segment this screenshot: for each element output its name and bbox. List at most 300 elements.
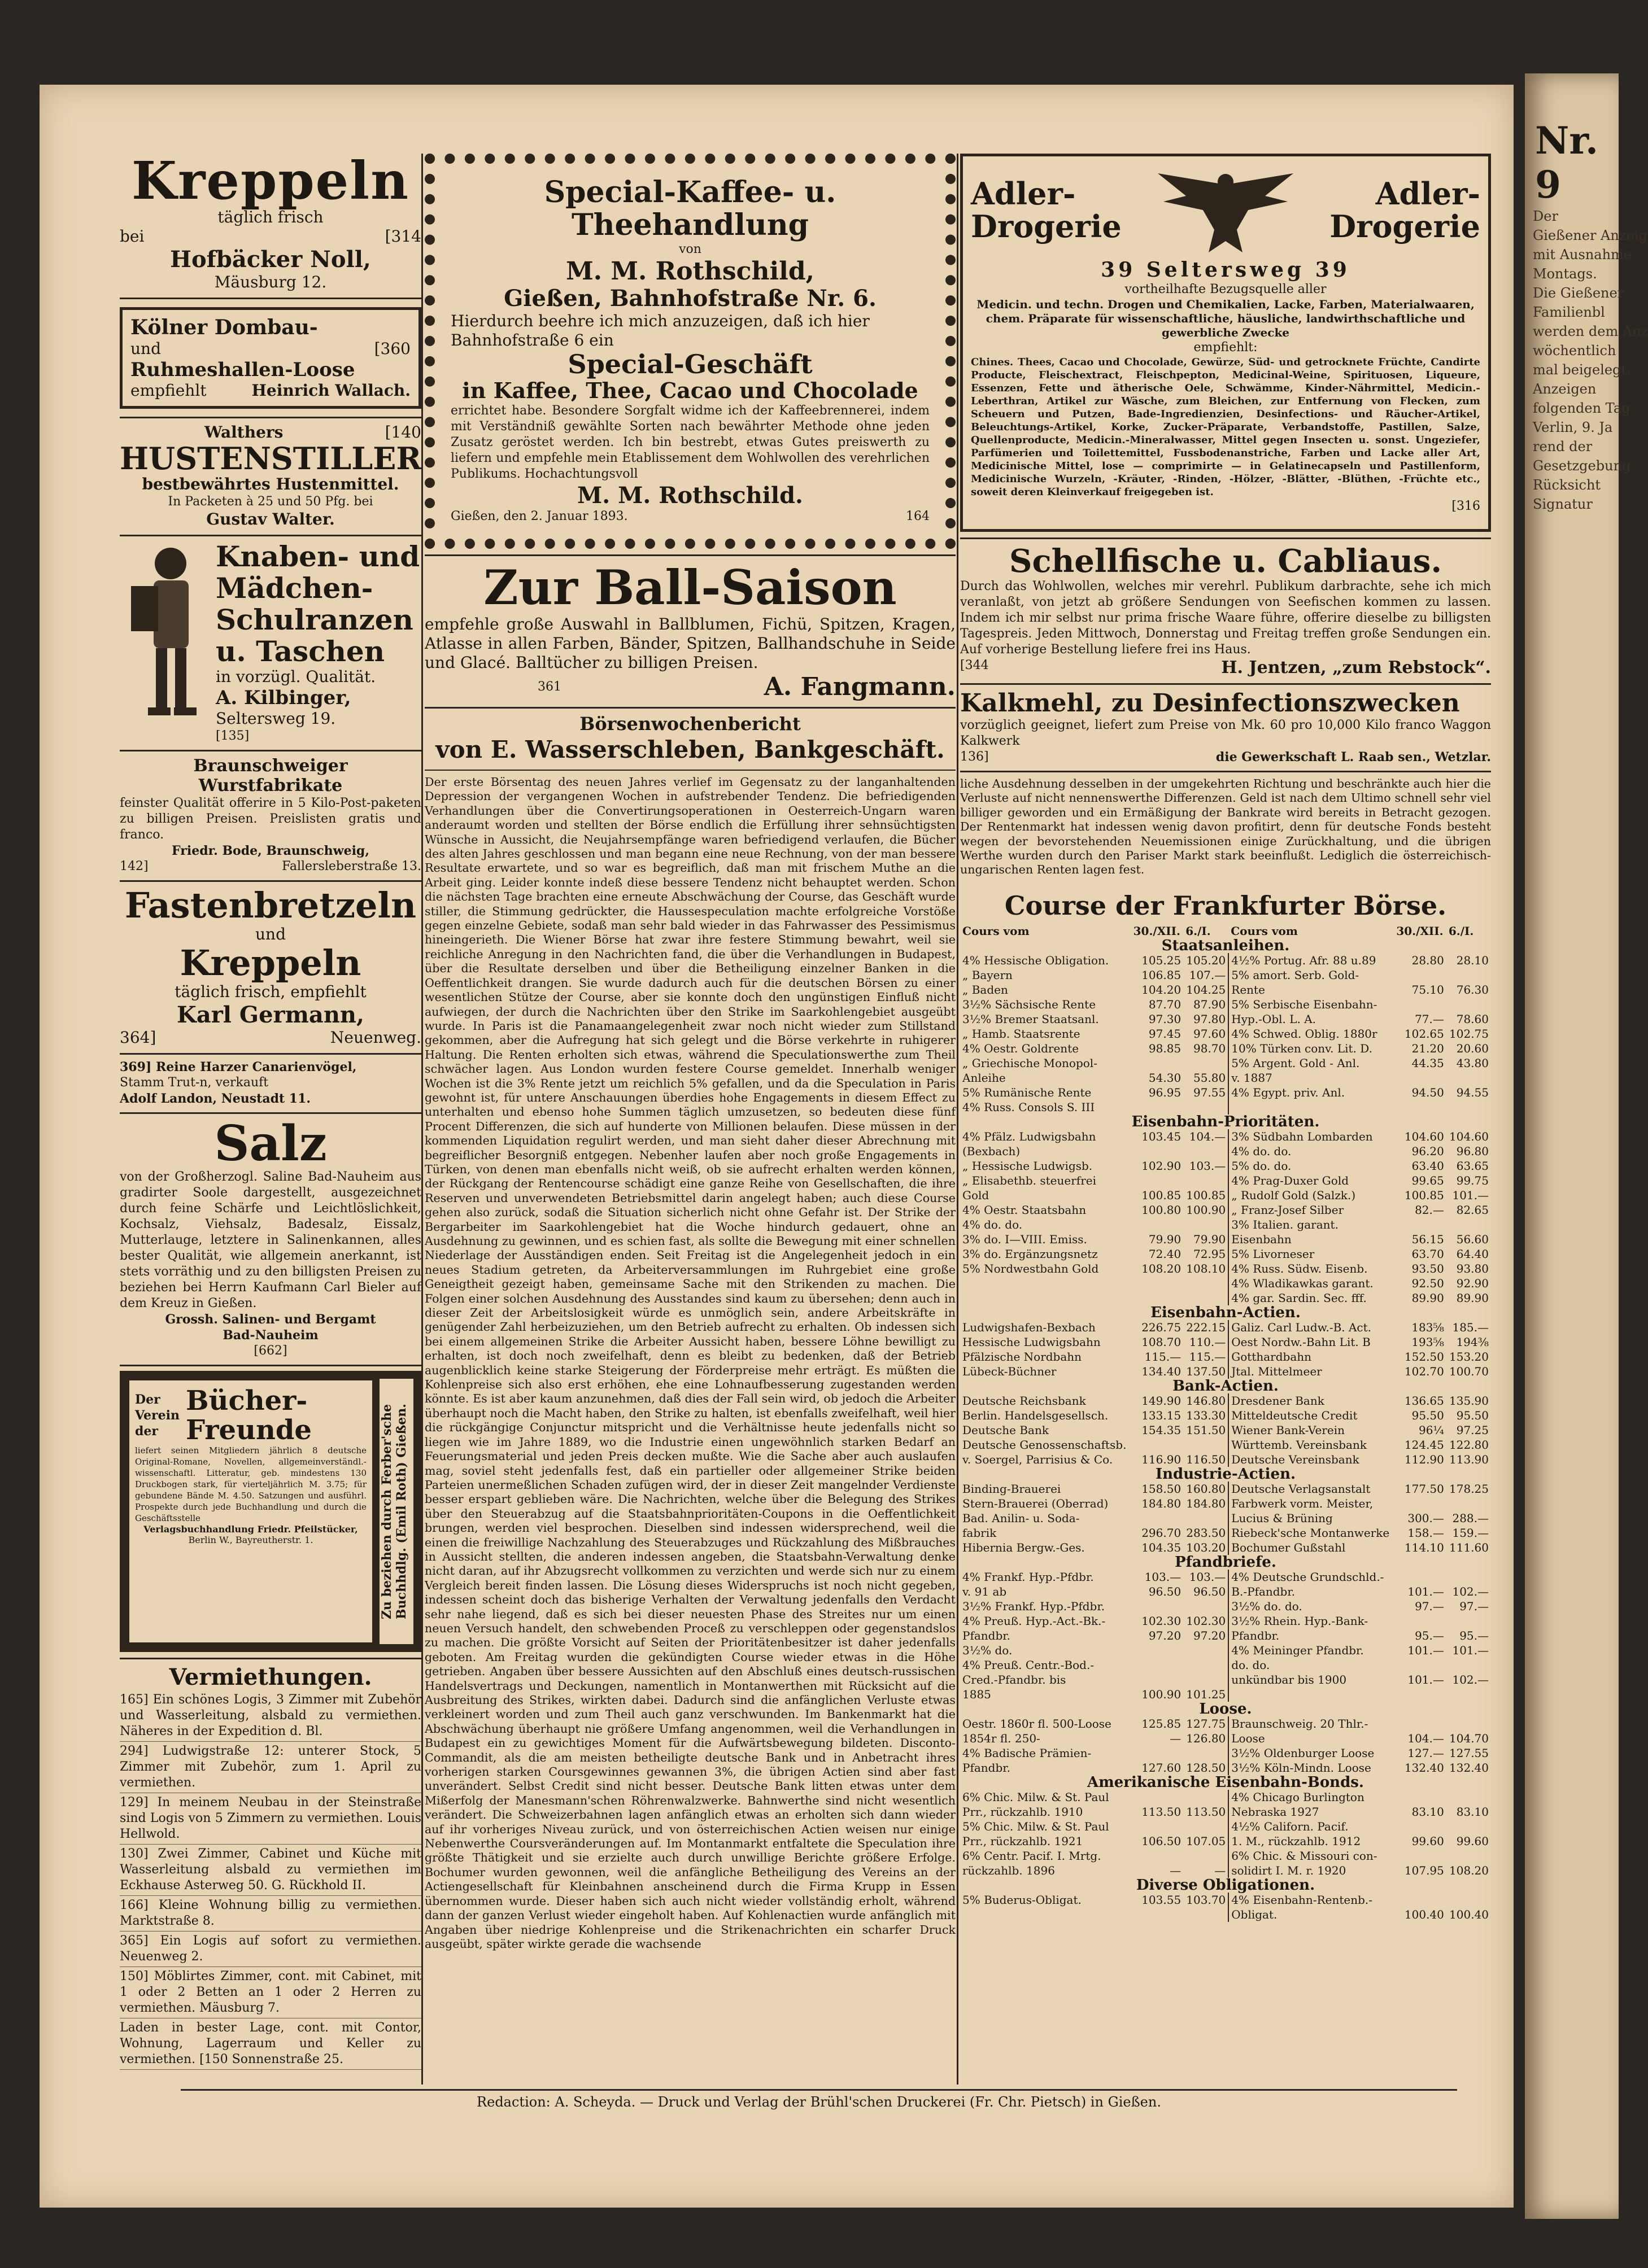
table-cell: Stern-Brauerei (Oberrad) [962,1496,1109,1510]
ad-heading: in Kaffee, Thee, Cacao und Chocolade [462,378,918,403]
table-row [960,1423,1491,1437]
table-cell: 160.80 [1186,1482,1226,1496]
table-cell: 1854r fl. 250- [962,1731,1040,1745]
ad-advertiser: Grossh. Salinen- und Bergamt [165,1312,376,1327]
table-cell: 103.— [1189,1159,1226,1173]
ad-title: Mädchen- [216,571,373,605]
table-row [960,1584,1491,1599]
table-cell: 115.— [1144,1349,1181,1364]
table-cell: 102.— [1452,1672,1489,1686]
table-cell: Obligat. [1228,1907,1394,1922]
ad-number: 164 [906,509,930,523]
table-cell: 146.80 [1186,1393,1226,1408]
table-cell: 108.20 [1141,1261,1181,1275]
table-row [960,1790,1491,1804]
table-cell: „ Bayern [962,968,1013,982]
table-cell: 97.30 [1148,1012,1181,1026]
table-cell: 4% Deutsche Grundschld.- [1228,1570,1394,1584]
table-cell: 44.35 [1411,1056,1444,1070]
ad-address: Neuenweg. [330,1028,421,1047]
table-cell: 226.75 [1141,1320,1181,1334]
ad-title: Salz [214,1115,327,1172]
table-cell: Dresdener Bank [1228,1393,1394,1408]
ad-fastenbretzeln [120,886,421,1047]
ad-advertiser: A. Fangmann. [764,672,956,701]
table-cell: 94.55 [1456,1085,1489,1099]
table-row [960,1570,1491,1584]
table-cell: 97.60 [1193,1026,1226,1041]
table-cell: Deutsche Reichsbank [962,1393,1086,1408]
table-cell: 63.40 [1411,1159,1444,1173]
table-cell [1228,1100,1394,1115]
ad-advertiser: Hofbäcker Noll, [170,246,371,273]
table-cell: 101.— [1407,1672,1444,1686]
table-cell [1446,1070,1491,1085]
table-cell: 104.20 [1141,982,1181,997]
ad-hustenstiller [120,423,421,529]
table-cell [1394,968,1446,982]
table-cell: 3½% Köln-Mindn. Loose [1228,1760,1394,1775]
table-cell: 184.80 [1141,1496,1181,1510]
table-cell: Hessische Ludwigsbahn [962,1335,1101,1349]
table-cell: 79.90 [1148,1232,1181,1246]
ad-title: Freunde [186,1414,312,1446]
table-cell: 108.10 [1186,1261,1226,1275]
table-cell [1131,1643,1184,1658]
table-cell: „ Elisabethb. steuerfrei [962,1173,1096,1187]
table-row [960,1849,1491,1863]
ad-schulranzen [120,541,421,744]
table-row [960,1188,1491,1203]
table-cell: 97.20 [1193,1628,1226,1642]
table-cell: Jtal. Mittelmeer [1228,1364,1394,1379]
table-cell: fabrik [962,1526,997,1540]
table-cell [1183,1291,1228,1305]
table-cell: 158.50 [1141,1482,1181,1496]
table-section-title: Eisenbahn-Prioritäten. [1131,1113,1320,1130]
facing-page-line: mit Ausnahme [1533,247,1632,263]
table-cell: 21.20 [1411,1041,1444,1055]
table-cell: 136.65 [1404,1393,1444,1408]
table-cell: 5% do. do. [1228,1159,1394,1173]
table-cell: 108.70 [1141,1335,1181,1349]
table-cell [960,1907,1131,1922]
table-cell: 102.65 [1404,1026,1444,1041]
table-section-title: Loose. [1199,1700,1252,1718]
table-cell: 5% Buderus-Obligat. [962,1893,1082,1907]
table-cell: 102.30 [1186,1614,1226,1628]
table-header-cell: 30./XII. [1133,924,1180,938]
table-cell: 149.90 [1141,1393,1181,1408]
table-cell: B.-Pfandbr. [1228,1584,1394,1599]
table-row [960,1012,1491,1026]
table-cell: 1. M., rückzahlb. 1912 [1228,1834,1394,1849]
table-cell [1131,1276,1184,1291]
table-cell [1394,1893,1446,1907]
table-cell [1446,997,1491,1012]
table-cell: 104.— [1189,1129,1226,1143]
ad-address: 39 Seltersweg 39 [1101,258,1350,282]
table-row [960,1893,1491,1907]
table-cell: Pfandbr. [962,1628,1010,1642]
ad-address: Bad-Nauheim [223,1328,319,1343]
table-cell: 77.— [1415,1012,1444,1026]
table-row [960,1907,1491,1922]
table-cell: 97.— [1415,1599,1444,1613]
ad-text: In Packeten à 25 und 50 Pfg. bei [168,495,373,509]
table-cell: 113.50 [1186,1804,1226,1819]
ad-text: empfiehlt: [1193,340,1258,355]
table-cell: „ Rudolf Gold (Salzk.) [1228,1188,1394,1203]
article-body: Der erste Börsentag des neuen Jahres verlief im Gegensatz zu der langanhaltenden Depression der vergangenen Wochen in aufstrebender Tendenz. Die befriedigenden Verhandlungen über die Convertirungsoperationen in Oesterreich-Ungarn waren anderaumt worden und stellten der Börse endlich die Erfüllung ihrer sehnsüchtigsten Wünsche in Aussicht, die Neujahrsempfänge waren befriedigend verlaufen, die Bücher des alten Jahres geschlossen und man begann eine neue Rechnung, von der man bessere Resultate erwartete, und so war es begreiflich, daß man mit frischem Muthe an die Arbeit ging. Leider konnte indeß diese bessere Tendenz nicht behauptet werden. Schon die nächsten Tage brachten eine erneute Abschwächung der Course, das Geschäft wurde stiller, die Stimmung gedrückter, die Haussespeculation machte erfolgreiche Vorstöße gegen einzelne Gebiete, sodaß man sehr bald wieder in das Fahrwasser des Pessimismus hineingerieth. Die Wiener Börse hat zwar ihre festere Stimmung bewahrt, weil sie reichliche Anregung in den Nachrichten fand, die über die Verhandlungen in Budapest, über die Resultate derselben und über die Betheiligung einzelner Banken in die Oeffentlichkeit drangen. Sie wurde dadurch auch für die deutschen Börsen zu einer wesentlichen Stütze der Course, aber sie konnte doch den ungünstigen Einfluß nicht aufwiegen, der durch die Nachrichten über den Strike im Saarkohlengebiet ausgeübt wurde. In Paris ist die Panamaangelegenheit zwar noch nicht wieder zum Stillstand gekommen, aber die Aufregung hat sich gelegt und die Börse verkehrte in ruhigerer Haltung. Die Renten erholten sich etwas, während die Speculationswerthe zum Theil schwächer lagen. Aus London wurden festere Course gemeldet. Innerhalb weniger Wochen ist die 3% Rente jetzt um reichlich 5% gefallen, und da die Speculation in Paris gewohnt ist, für untere Anschauungen überdies hohe Engagements in diesem Effect zu unterhalten und ebenso hohe Summen täglich umzusetzen, so bedeuten diese fünf Procent Differenzen, die sich auf hunderte von Millionen belaufen. Diese müssen in der kommenden Liquidation regulirt werden, und man sieht daher dieser Abrechnung mit begreiflicher Besorgniß entgegen. Nebenher laufen aber noch große Engagements in Türken, von denen man ebenfalls nicht weiß, ob sie aufrecht erhalten werden können, der Rückgang der Rentencourse schädigt eine ganze Reihe von Gesellschaften, die ihre Reserven und unverwendeten Betriebsmittel darin angelegt haben; auch diese Course gehen also zurück, sodaß die Situation sicherlich nicht ohne Gefahr ist. Der Strike der Bergarbeiter im Saarkohlengebiet hat die Woche hindurch gedauert, ohne an Ausdehnung zu gewinnen, und es schien fast, als sollte die Bewegung mit einer schnellen Niederlage der Ausständigen enden. Seit Freitag ist die Angelegenheit jedoch in ein neues Stadium getreten, da Arbeiterversammlungen im Ruhrgebiet eine große Geneigtheit gezeigt haben, gemeinsame Sache mit den Strikenden zu machen. Die Folgen einer solchen Ausdehnung des Ausstandes sind kaum zu übersehen; denn auch in dieser Zeit der Arbeitslosigkeit würde es unmöglich sein, andere Arbeitskräfte in genügender Zahl herbeizuziehen, um den Betrieb aufrecht zu erhalten. Ob indessen sich bei einem allgemeinen Strike die Arbeiter Aussicht haben, bessere Löhne bewilligt zu erhalten, ist doch noch zweifelhaft, denn es bleibt zu bedenken, daß der Betrieb augenblicklich keine starke Steigerung der Förderpreise mehr erträgt. Es müßten die Kohlenpreise sich also erst erhöhen, ehe eine Lohnaufbesserung zugestanden werden könnte. Es ist aber kaum anzunehmen, daß dies der Fall sein wird, ob jedoch die Arbeiter überhaupt noch die Macht haben, den Strike zu halten, ist ebenfalls zweifelhaft, weil hier die rückgängige Conjunctur mitspricht und die Verhältnisse heute jedenfalls nicht so liegen wie im Jahre 1889, wo die Industrie einen ungewöhnlich starken Bedarf an Feuerungsmaterial und jeden Preis decken mußte. Wie die Sache aber auch auslaufen mag, soviel steht jedenfalls fest, daß ein partieller oder allgemeiner Strike beiden Parteien unermeßlichen Schaden zufügen wird, der in dieser Zeit mangelnder Verdienste besser erspart geblieben wäre. Die Nachrichten, welche über die Belegung des Strikes über den Steuerabzug auf die Staatsbahnprioritäten-Coupons in die Oeffentlichkeit brungen, werden viel besprochen. Dieselben sind indessen widersprechend, weil die einen die freiwillige Nachzahlung des Steuerabzuges und Rückzahlung des Mißbrauches in Aussicht stellten, die anderen indessen angeben, die Staatsbahn-Verwaltung denke nicht daran, auf ihr Abzugsrecht vollkommen zu verzichten und werde sich nur zu einem Vergleich bereit finden lassen. Die Lösung dieses Widerspruchs ist noch nicht gegeben, indessen scheint doch das bisherige Verhalten der Verwaltung jedenfalls den Verdacht sehr nahe liegend, daß es sich bei dieser neuesten Phase des Streites nur um einen neuen Versuch handelt, den schwebenden Proceß zu verschleppen oder gegenstandslos zu machen. Die größte Vorsicht auf Seiten der Prioritätenbesitzer ist daher jedenfalls geboten. Am Freitag wurden die gekündigten Course wieder etwas in die Höhe getrieben. Angaben über bessere Aussichten auf den Abschluß eines deutsch-russischen Handelsvertrags und Deckungen, namentlich in Montanwerthen mit Rücksicht auf die Ausbreitung des Strikes, wirkten dabei. Dadurch sind die anfänglichen Verluste etwas verkleinert worden und zum Theil auch ganz verschwunden. Im Bankenmarkt hat die Abschwächung überhaupt nie größere Umfang angenommen, weil die Verhandlungen in Budapest ein zu gewichtiges Moment für die Aufwärtsbewegung bildeten. Disconto-Commandit, als die am meisten betheiligte deutsche Bank und in Anbetracht ihres vorherigen starken Coursgewinnes gewannen 3%, die übrigen Actien sind aber fast unverändert. Selbst Credit sind nicht besser. Deutsche Bank litten etwas unter dem Mißerfolg der Manesmann'schen Röhrenwalzwerke. Bahnwerthe sind nicht wesentlich verändert. Die Schweizerbahnen lagen anfänglich etwas an erholten sich dann wieder auf ihr vorheriges Niveau zurück, und von österreichischen Actien weisen nur einige Nebenwerthe Coursveränderungen auf. Im Montanmarkt entfaltete die Speculation ihre größte Thätigkeit und sie erzielte auch durch unwillige Berichte größere Erfolge. Bochumer wurden gewonnen, weil die anfängliche Betheiligung des Vereins an der Actiengesellschaft für Kleinbahnen anscheinend durch die Firma Krupp in Essen übernommen wurde. Dieser haben sich auch nicht wieder vollständig erholt, während dann der ganzen Verlust wieder eingeholt haben. Auf Kohlenactien wurde anfänglich mit Angaben über niedrige Kohlenpreise und die Strikenachrichten ein scharfer Druck ausgeübt, später wirkte gerade die wachsende [425,775,956,1951]
table-row [960,1144,1491,1159]
table-cell: 125.85 [1141,1716,1181,1731]
table-row [960,1041,1491,1056]
table-cell: Bad. Anilin- u. Soda- [962,1511,1080,1525]
table-cell: 95.50 [1411,1408,1444,1422]
table-cell: 100.40 [1449,1907,1489,1921]
table-row [960,1511,1491,1526]
classified-item: 150] Möblirtes Zimmer, cont. mit Cabinet, mit 1 oder 2 Betten an 1 oder 2 Herren zu vermiethen. Mäusburg 7. [120,1967,421,2018]
table-row [960,1335,1491,1349]
table-cell: Pfälzische Nordbahn [962,1349,1082,1364]
table-cell: 63.70 [1411,1247,1444,1261]
ad-title: Knaben- und [216,540,420,573]
page-number: Nr. 9 [1535,119,1599,207]
table-cell: 5% Argent. Gold - Anl. [1228,1056,1394,1070]
table-cell: 96¼ [1419,1423,1444,1437]
table-cell: 194⅜ [1456,1335,1489,1349]
table-cell: 159.— [1452,1526,1489,1540]
table-row [960,1026,1491,1041]
table-row [960,1085,1491,1100]
table-cell: 95.— [1459,1628,1489,1642]
table-cell: 6% Chic. & Missouri con- [1228,1849,1394,1863]
table-cell: 106.50 [1141,1834,1181,1848]
ad-heading: Special-Geschäft [568,349,813,379]
table-cell [1446,1819,1491,1834]
ad-number: 364] [120,1028,156,1047]
table-cell: 4% Preuß. Hyp.-Act.-Bk.- [962,1614,1106,1628]
ad-advertiser: Verlagsbuchhandlung Friedr. Pfeilstücker, [143,1524,358,1535]
table-cell [1183,1672,1228,1687]
table-cell: „ Hamb. Staatsrente [962,1026,1080,1041]
table-cell: Wiener Bank-Verein [1228,1423,1394,1437]
ad-ball-saison [425,561,956,701]
table-cell: 4% Oestr. Goldrente [962,1041,1079,1055]
table-cell: Lübeck-Büchner [962,1364,1057,1378]
facing-page-edge [1525,73,1648,2219]
table-row [960,1687,1491,1702]
table-cell [1131,1056,1184,1070]
table-cell: 300.— [1407,1511,1444,1525]
table-cell: Prr., rückzahlb. 1921 [962,1834,1083,1848]
table-cell: 3½% do. do. [1228,1599,1394,1614]
table-cell [1183,1173,1228,1188]
table-cell: 102.— [1452,1584,1489,1598]
facing-page-line: Gießener Anzeig [1533,228,1647,243]
column-right [960,154,1491,1922]
table-cell: Farbwerk vorm. Meister, [1228,1496,1394,1511]
table-cell [1394,1687,1446,1702]
table-row [960,1349,1491,1364]
table-cell: 105.25 [1141,953,1181,967]
table-cell: 96.50 [1148,1584,1181,1598]
classified-item: 365] Ein Logis auf sofort zu vermiethen. Neuenweg 2. [120,1931,421,1967]
ad-text: liefert seinen Mitgliedern jährlich 8 deutsche Original-Romane, Novellen, allgemeinverständl.-wissenschaftl. Litteratur, geb. mindestens 130 Druckbogen stark, für vierteljährlich M. 3.75; für gebundene Bände M. 4.50. Satzungen und ausführl. Prospekte durch jede Buchhandlung und durch die Geschäftsstelle [135,1445,367,1523]
table-cell: 100.80 [1141,1203,1181,1217]
ad-address: Mäusburg 12. [214,273,327,291]
ad-address: Fallersleberstraße 13. [282,859,421,873]
table-cell: 101.— [1407,1584,1444,1598]
ad-title: Schellfische u. Cabliaus. [1009,543,1442,580]
ad-title: Drogerie [1329,208,1480,244]
ad-address: Gießen, Bahnhofstraße Nr. 6. [504,285,877,312]
ad-title: Drogerie [971,208,1122,244]
table-cell: 127.55 [1449,1746,1489,1760]
table-row [960,1070,1491,1085]
table-cell: 5% Nordwestbahn Gold [962,1261,1099,1275]
table-cell: 96.80 [1456,1144,1489,1158]
table-cell: 111.60 [1449,1540,1489,1554]
facing-page-line: Signatur [1533,496,1593,512]
table-cell: 3½% Rhein. Hyp.-Bank- [1228,1614,1394,1628]
table-cell: 75.10 [1411,982,1444,997]
table-cell: 102.30 [1141,1614,1181,1628]
facing-page-line: rend der [1533,439,1593,455]
ad-advertiser: Karl Germann, [177,1002,364,1028]
table-cell [1228,1687,1394,1702]
table-cell: 101.25 [1186,1687,1226,1701]
table-row [960,1731,1491,1746]
facing-page-line: wöchentlich [1533,343,1616,359]
table-cell [1446,1849,1491,1863]
ad-title: Braunschweiger Wurstfabrikate [193,756,348,796]
table-cell [1394,1614,1446,1628]
table-row [960,1540,1491,1555]
table-cell [1394,1790,1446,1804]
ad-text: feinster Qualität offerire in 5 Kilo-Post-paketen zu billigen Preisen. Preislisten gratis und franco. [120,796,421,842]
table-cell: 4% Preuß. Centr.-Bod.- [962,1658,1095,1672]
table-cell: 115.— [1189,1349,1226,1364]
table-cell: 124.45 [1404,1437,1444,1452]
table-cell: 112.90 [1404,1452,1444,1466]
table-cell: Oestr. 1860r fl. 500-Loose [962,1716,1111,1731]
table-cell [1131,1144,1184,1159]
table-row [960,1129,1491,1144]
table-cell [1446,1100,1491,1115]
table-cell: Deutsche Genossenschaftsb. [962,1437,1127,1452]
table-cell: 152.50 [1404,1349,1444,1364]
ad-dombau [120,307,421,409]
table-cell: 43.80 [1456,1056,1489,1070]
table-row [960,1482,1491,1496]
table-cell: 110.— [1189,1335,1226,1349]
table-cell: Deutsche Bank [962,1423,1049,1437]
classified-item: 165] Ein schönes Logis, 3 Zimmer mit Zubehör und Wasserleitung, alsbald zu vermiethen. Näheres in der Expedition d. Bl. [120,1690,421,1742]
table-cell: 4% do. do. [962,1217,1023,1231]
ad-number: 361 [538,679,561,694]
table-cell: „ Franz-Josef Silber [1228,1203,1394,1217]
table-row [960,1746,1491,1760]
table-section-title: Pfandbriefe. [1175,1553,1276,1571]
table-cell: Hyp.-Obl. L. A. [1228,1012,1394,1026]
table-cell: 54.30 [1148,1070,1181,1085]
ad-number: [316 [1451,499,1480,513]
table-header-cell: 30./XII. [1396,924,1444,938]
table-cell: 107.95 [1404,1863,1444,1877]
table-cell: 97.20 [1148,1628,1181,1642]
table-cell: 222.15 [1186,1320,1226,1334]
table-cell: 116.90 [1141,1452,1181,1466]
table-cell: 4% gar. Sardin. Sec. fff. [1228,1291,1394,1305]
table-row [960,1100,1491,1115]
table-cell: 296.70 [1141,1526,1181,1540]
table-cell: 127.75 [1186,1716,1226,1731]
table-cell: 132.40 [1449,1760,1489,1775]
table-cell: 97.80 [1193,1012,1226,1026]
ad-advertiser: M. M. Rothschild, [566,257,814,286]
table-cell: 4% Wladikawkas garant. [1228,1276,1394,1291]
ad-title: Kreppeln [132,150,409,211]
facing-page-line: folgenden Tag [1533,400,1630,416]
table-cell: Braunschweig. 20 Thlr.- [1228,1716,1394,1731]
ad-title: Zur Ball-Saison [483,560,897,615]
ad-number: [314 [385,227,421,246]
table-section-title: Industrie-Actien. [1155,1465,1296,1483]
table-cell: 104.35 [1141,1540,1181,1554]
table-cell: 97.— [1459,1599,1489,1613]
ad-advertiser: H. Jentzen, „zum Rebstock“. [1221,658,1491,678]
table-cell: 283.50 [1186,1526,1226,1540]
table-row [960,968,1491,982]
table-cell: 114.10 [1404,1540,1444,1554]
table-cell [1131,1672,1184,1687]
section-title: Vermiethungen. [169,1664,372,1690]
table-cell: Galiz. Carl Ludw.-B. Act. [1228,1320,1394,1335]
table-row [960,1819,1491,1834]
table-cell: 103.— [1189,1570,1226,1584]
ad-text: empfehle große Auswahl in Ballblumen, Fichü, Spitzen, Kragen, Atlasse in allen Farben, Bänder, Spitzen, Ballhandschuhe in Seide und Glacé. Balltücher zu billigen Preisen. [425,615,956,672]
table-cell [1131,1907,1184,1922]
table-cell: Gold [962,1188,989,1202]
table-cell: 137.50 [1186,1364,1226,1378]
table-cell: 100.85 [1404,1188,1444,1202]
table-cell: 96.50 [1193,1584,1226,1598]
table-cell: 89.90 [1456,1291,1489,1305]
ad-text: vortheilhafte Bezugsquelle aller [1124,282,1327,296]
table-header-cell: Cours vom [962,924,1030,938]
table-cell [1183,1599,1228,1614]
table-cell [1183,1643,1228,1658]
table-row [960,1291,1491,1305]
table-cell: 28.80 [1411,953,1444,967]
ad-title: Adler- [1375,176,1480,212]
table-section-title: Diverse Obligationen. [1136,1876,1315,1894]
schoolboy-illustration-icon [120,541,216,727]
table-row [960,1526,1491,1540]
table-row [960,1056,1491,1070]
table-cell: Gotthardbahn [1228,1349,1394,1364]
table-cell: 63.65 [1456,1159,1489,1173]
table-cell [1394,1658,1446,1672]
table-cell: 127.— [1407,1746,1444,1760]
ad-title: Schulranzen [216,603,413,636]
facing-page-line: Anzeigen [1533,381,1597,397]
ad-advertiser: Adolf Landon, Neustadt 11. [120,1091,311,1106]
table-row [960,1232,1491,1247]
ad-text: bei [120,227,145,246]
table-cell: 4% Badische Prämien- [962,1746,1092,1760]
table-row [960,1276,1491,1291]
table-cell: 100.85 [1141,1188,1181,1202]
table-cell: 3% do. I—VIII. Emiss. [962,1232,1087,1246]
table-cell: Pfandbr. [1228,1628,1394,1643]
table-cell: 151.50 [1186,1423,1226,1437]
table-cell: 158.— [1407,1526,1444,1540]
table-cell: 3% do. Ergänzungsnetz [962,1247,1098,1261]
table-cell: 4% Oestr. Staatsbahn [962,1203,1087,1217]
table-cell: 99.60 [1456,1834,1489,1848]
table-cell: 56.60 [1456,1232,1489,1246]
table-cell: 133.15 [1141,1408,1181,1422]
table-cell: 5% Serbische Eisenbahn- [1228,997,1394,1012]
eagle-icon [1152,162,1299,258]
table-cell [960,1276,1131,1291]
table-cell [1394,1570,1446,1584]
table-cell: 83.10 [1456,1804,1489,1819]
table-cell [1446,1658,1491,1672]
table-cell [1394,997,1446,1012]
table-cell: 99.65 [1411,1173,1444,1187]
table-cell: v. 91 ab [962,1584,1007,1598]
ad-title: Kalkmehl, zu Desinfectionszwecken [960,689,1460,718]
table-row [960,1408,1491,1423]
table-row [960,1834,1491,1849]
table-cell: Rente [1228,982,1394,997]
table-cell: unkündbar bis 1900 [1228,1672,1394,1687]
classified-item: 130] Zwei Zimmer, Cabinet und Küche mit Wasserleitung alsbald zu vermiethen im Eckhause Asterweg 50. G. Rückhold II. [120,1845,421,1896]
table-cell: 72.95 [1193,1247,1226,1261]
table-cell: 4% Chicago Burlington [1228,1790,1394,1804]
table-cell: 126.80 [1186,1731,1226,1745]
table-cell: „ Hessische Ludwigsb. [962,1159,1093,1173]
table-cell [1131,1173,1184,1188]
table-header-cell: 6./I. [1185,924,1211,938]
table-row [960,1496,1491,1511]
table-cell [1131,1437,1184,1452]
table-cell: v. 1887 [1228,1070,1394,1085]
table-cell: 185.— [1452,1320,1489,1334]
table-cell: 79.90 [1193,1232,1226,1246]
table-cell: 193⅝ [1411,1335,1444,1349]
column-rule [421,154,423,2085]
table-row [960,953,1491,968]
classified-item: 129] In meinem Neubau in der Steinstraße sind Logis von 5 Zimmern zu vermiethen. Louis Hellwold. [120,1793,421,1845]
table-cell: 94.50 [1411,1085,1444,1099]
table-cell [1446,1716,1491,1731]
table-cell: 3½% Frankf. Hyp.-Pfdbr. [962,1599,1105,1613]
table-cell: 20.60 [1456,1041,1489,1055]
table-cell: do. do. [1228,1658,1394,1672]
table-row [960,1393,1491,1408]
ad-subtitle: täglich frisch [217,208,324,226]
table-cell: 76.30 [1456,982,1489,997]
table-cell: 92.50 [1411,1276,1444,1290]
ad-title: Special-Kaffee- u. Theehandlung [544,175,836,242]
table-cell [1394,1217,1446,1232]
table-cell: 72.40 [1148,1247,1181,1261]
